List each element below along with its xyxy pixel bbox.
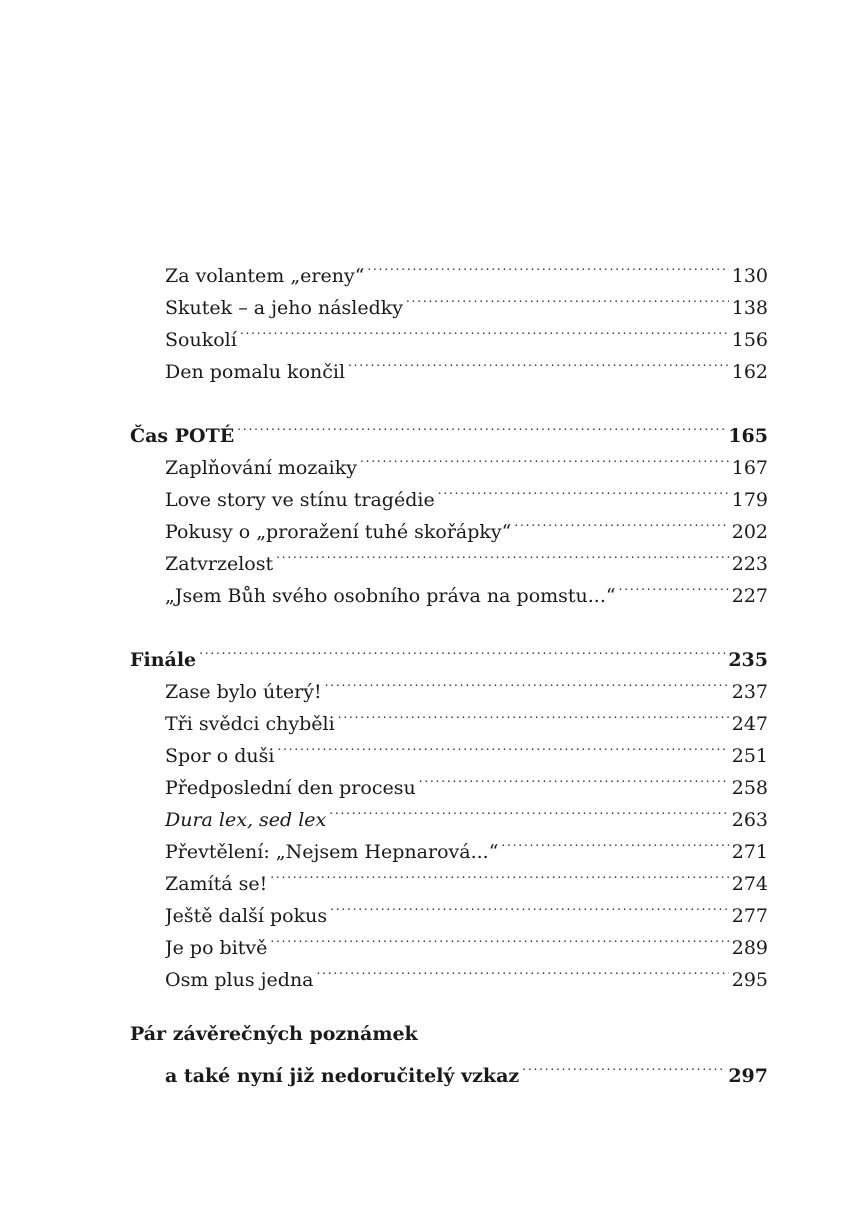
dot-leader <box>237 410 725 442</box>
dot-leader <box>270 858 728 890</box>
toc-part-title: Finále <box>130 649 197 671</box>
toc-entry[interactable] <box>130 666 768 703</box>
dot-leader <box>329 794 728 826</box>
dot-leader <box>619 570 729 602</box>
toc-entry-page: 289 <box>731 937 768 959</box>
toc-part-heading-line1 <box>130 1018 768 1050</box>
toc-entry-page: 223 <box>731 553 768 575</box>
toc-entry-page: 271 <box>731 841 768 863</box>
toc-entry-page: 167 <box>731 457 768 479</box>
toc-entry-title: Zase bylo úterý! <box>165 681 322 703</box>
dot-leader <box>501 826 728 858</box>
toc-entry-page: 138 <box>731 297 768 319</box>
toc-entry-page: 162 <box>731 361 768 383</box>
toc-part-title-continued: a také nyní již nedoručitelý vzkaz <box>165 1065 520 1087</box>
dot-leader <box>367 250 728 282</box>
toc-entry-page: 130 <box>731 265 768 287</box>
toc-entry-title: Zatvrzelost <box>165 553 274 575</box>
toc-entry-page: 156 <box>731 329 768 351</box>
toc-entry-title: Ještě další pokus <box>165 905 328 927</box>
dot-leader <box>325 666 729 698</box>
dot-leader <box>317 954 729 986</box>
dot-leader <box>419 762 729 794</box>
toc-entry-page: 237 <box>731 681 768 703</box>
dot-leader <box>438 474 729 506</box>
toc-entry-title: Je po bitvě <box>165 937 268 959</box>
dot-leader <box>514 506 728 538</box>
toc-entry-page: 247 <box>731 713 768 735</box>
table-of-contents <box>130 250 768 1087</box>
toc-entry-page: 274 <box>731 873 768 895</box>
toc-part-title: Čas POTÉ <box>130 425 235 447</box>
toc-entry-title: Pokusy o „proražení tuhé skořápky“ <box>165 521 512 543</box>
dot-leader <box>406 282 729 314</box>
toc-entry-title: Osm plus jedna <box>165 969 314 991</box>
toc-part-page: 165 <box>728 425 768 447</box>
toc-entry-page: 258 <box>731 777 768 799</box>
toc-entry-title: Převtělení: „Nejsem Hepnarová...“ <box>165 841 499 863</box>
toc-entry-page: 227 <box>731 585 768 607</box>
dot-leader <box>277 730 728 762</box>
toc-entry-page: 277 <box>731 905 768 927</box>
toc-entry-title: „Jsem Bůh svého osobního práva na pomstu...“ <box>165 585 616 607</box>
toc-entry-title: Skutek – a jeho následky <box>165 297 404 319</box>
toc-entry-title: Tři svědci chyběli <box>165 713 335 735</box>
toc-entry-title: Předposlední den procesu <box>165 777 416 799</box>
dot-leader <box>240 314 729 346</box>
dot-leader <box>270 922 728 954</box>
dot-leader <box>199 634 725 666</box>
dot-leader <box>338 698 729 730</box>
toc-entry-title: Zamítá se! <box>165 873 268 895</box>
toc-part-page: 235 <box>728 649 768 671</box>
dot-leader <box>276 538 729 570</box>
toc-entry-title: Den pomalu končil <box>165 361 346 383</box>
toc-entry-page: 251 <box>731 745 768 767</box>
toc-entry-page: 202 <box>731 521 768 543</box>
toc-entry-page: 263 <box>731 809 768 831</box>
toc-entry-page: 179 <box>731 489 768 511</box>
toc-entry-title: Dura lex, sed lex <box>165 809 327 831</box>
dot-leader <box>360 442 729 474</box>
toc-part-title: Pár závěrečných poznámek <box>130 1023 418 1045</box>
toc-entry-title: Spor o duši <box>165 745 275 767</box>
toc-part-page: 297 <box>728 1065 768 1087</box>
toc-part-heading[interactable] <box>130 410 768 447</box>
toc-part-heading-line2[interactable] <box>130 1050 768 1087</box>
toc-entry-page: 295 <box>731 969 768 991</box>
toc-entry-title: Zaplňování mozaiky <box>165 457 357 479</box>
toc-entry-title: Love story ve stínu tragédie <box>165 489 435 511</box>
dot-leader <box>348 346 729 378</box>
toc-entry-title: Soukolí <box>165 329 237 351</box>
dot-leader <box>330 890 729 922</box>
toc-entry[interactable] <box>130 250 768 287</box>
toc-entry-title: Za volantem „ereny“ <box>165 265 365 287</box>
dot-leader <box>522 1050 725 1082</box>
toc-part-heading[interactable] <box>130 634 768 671</box>
